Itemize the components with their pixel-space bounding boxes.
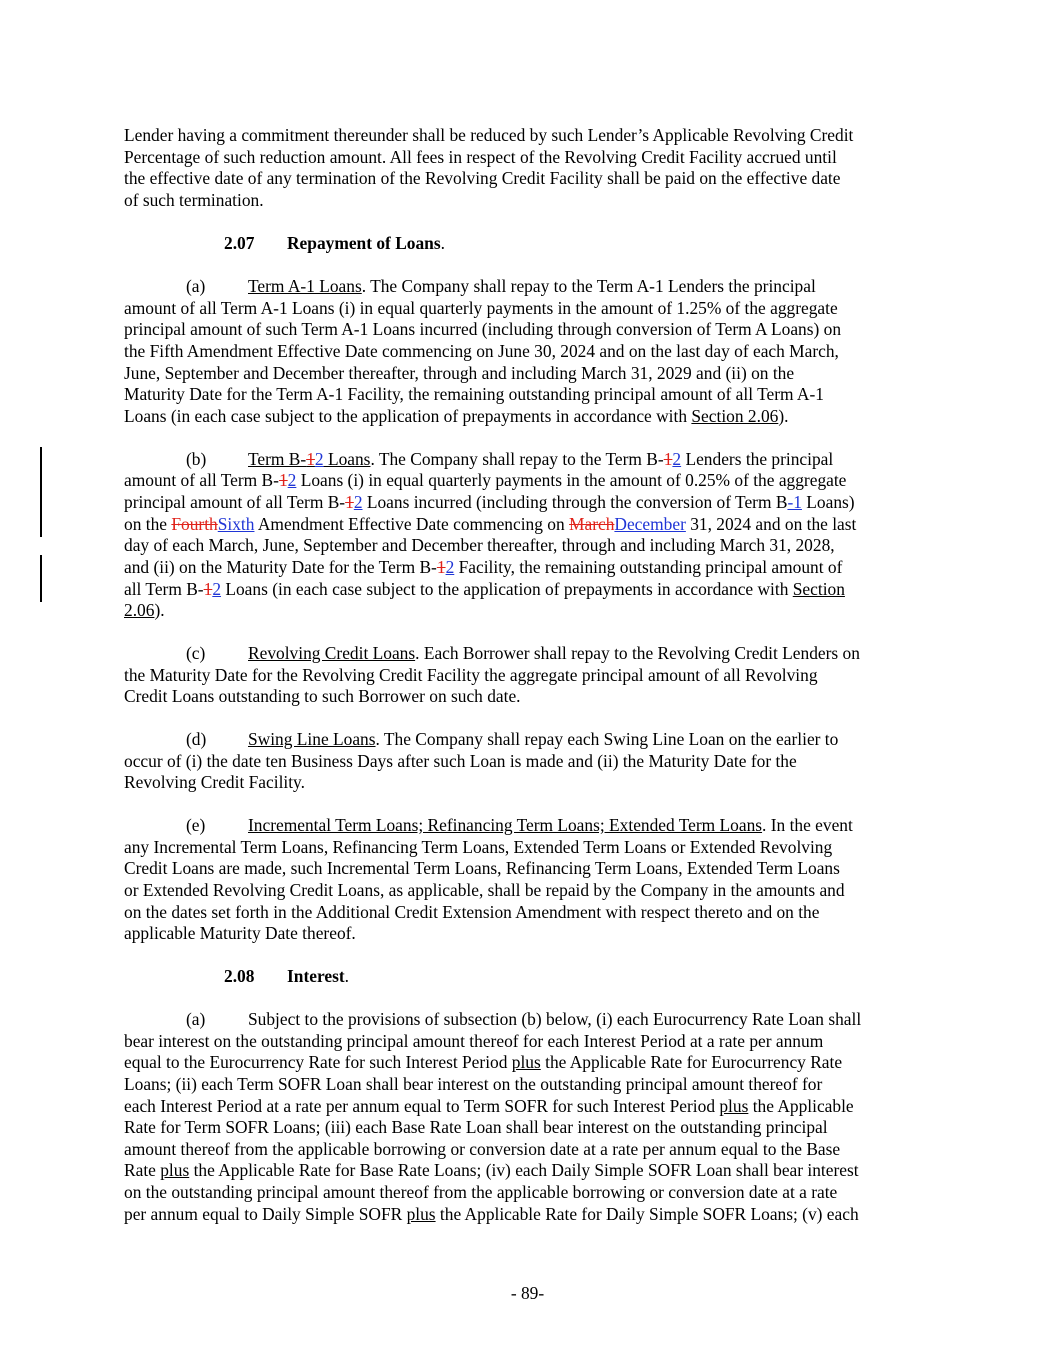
text-line: Subject to the provisions of subsection (b) below, (i) each Eurocurrency Rate Loan shall [248,1009,862,1029]
subsection-label: (e) [186,815,206,835]
subsection-label: (b) [186,449,207,469]
text-run: 31, 2024 and on the last [685,514,857,534]
section-title-period: . [440,233,445,253]
text-line: on the dates set forth in the Additional Credit Extension Amendment with respect thereto and on the [124,902,820,922]
text-line: applicable Maturity Date thereof. [124,923,356,943]
text-run: the Applicable Rate for Daily Simple SOFR Loans; (v) each [435,1204,859,1224]
text-line: Credit Loans outstanding to such Borrower on such date. [124,686,521,706]
inserted-text: -1 [787,492,802,512]
change-bar [40,555,42,602]
text-line: occur of (i) the date ten Business Days after such Loan is made and (ii) the Maturity Date for the [124,751,797,771]
text-line: Rate for Term SOFR Loans; (iii) each Base Rate Loan shall bear interest on the outstanding principal [124,1117,828,1137]
section-number: 2.07 [224,233,255,253]
text-run: principal amount of all Term B- [124,492,346,512]
text-run: Loans (in each case subject to the application of prepayments in accordance with [124,406,692,426]
subsection-caption: Term A-1 Loans [248,276,362,296]
caption-text: Term B- [248,449,307,469]
deleted-text: 1 [663,449,673,469]
inserted-text: 2 [287,470,297,490]
text-run: ). [154,600,165,620]
subsection-label: (c) [186,643,206,663]
change-bar [40,447,42,537]
subsection-first-line [248,815,853,837]
text-line [124,406,788,428]
emphasis-plus: plus [406,1204,436,1224]
text-line [124,1204,859,1226]
deleted-text: 1 [306,449,315,469]
text-line: bear interest on the outstanding principal amount thereof for each Interest Period at a rate per annum [124,1031,824,1051]
text-run: . The Company shall repay to the Term A-1 Lenders the principal [361,276,816,296]
text-line: Percentage of such reduction amount. All fees in respect of the Revolving Credit Facility accrued until [124,147,837,167]
text-line: Lender having a commitment thereunder shall be reduced by such Lender’s Applicable Revolving Credit [124,125,854,145]
text-run: the Applicable Rate for Base Rate Loans; (iv) each Daily Simple SOFR Loan shall bear interest [189,1160,859,1180]
text-line: the effective date of any termination of the Revolving Credit Facility shall be paid on the effective date [124,168,841,188]
section-title-period: . [344,966,349,986]
text-run: Loans (i) in equal quarterly payments in the amount of 0.25% of the aggregate [296,470,847,490]
deleted-text: March [569,514,615,534]
inserted-text: 2 [672,449,682,469]
text-line: June, September and December thereafter, through and including March 31, 2029 and (ii) on the [124,363,795,383]
text-line [124,514,856,536]
subsection-caption: Revolving Credit Loans [248,643,416,663]
text-line [124,557,842,579]
subsection-label: (a) [186,276,206,296]
text-line: of such termination. [124,190,264,210]
text-line: the Fifth Amendment Effective Date commencing on June 30, 2024 and on the last day of each March, [124,341,839,361]
text-run: Amendment Effective Date commencing on [254,514,570,534]
page-number: - 89- [510,1283,545,1303]
emphasis-plus: plus [719,1096,749,1116]
subsection-label: (d) [186,729,207,749]
text-line [124,470,846,492]
text-run: on the [124,514,172,534]
text-run: ). [778,406,789,426]
text-line [124,1096,854,1118]
subsection-first-line [248,643,860,665]
subsection-first-line [248,729,838,751]
inserted-text: 2 [314,449,324,469]
subsection-first-line [248,449,833,471]
text-run: Loans) [801,492,855,512]
section-reference-link[interactable]: Section [792,579,845,599]
inserted-text: 2 [353,492,363,512]
text-run: Rate [124,1160,161,1180]
text-run: Loans incurred (including through the conversion of Term B [362,492,788,512]
subsection-first-line [248,276,816,298]
text-line: Loans; (ii) each Term SOFR Loan shall bear interest on the outstanding principal amount thereof for [124,1074,823,1094]
caption-text: Loans [323,449,371,469]
emphasis-plus: plus [160,1160,190,1180]
inserted-text: Sixth [217,514,255,534]
section-number: 2.08 [224,966,255,986]
text-run: the Applicable [748,1096,854,1116]
text-run: all Term B- [124,579,204,599]
text-line [124,600,165,622]
subsection-label: (a) [186,1009,206,1029]
text-line: Revolving Credit Facility. [124,772,305,792]
text-run: . Each Borrower shall repay to the Revolving Credit Lenders on [415,643,860,663]
text-line: the Maturity Date for the Revolving Credit Facility the aggregate principal amount of all Revolving [124,665,818,685]
text-run: Lenders the principal [681,449,834,469]
section-reference-link[interactable]: 2.06 [124,600,155,620]
text-line: or Extended Revolving Credit Loans, as applicable, shall be repaid by the Company in the amounts and [124,880,845,900]
text-line: on the outstanding principal amount thereof from the applicable borrowing or conversion date at a rate [124,1182,838,1202]
text-run: . The Company shall repay to the Term B- [370,449,664,469]
text-run: per annum equal to Daily Simple SOFR [124,1204,407,1224]
text-run: each Interest Period at a rate per annum equal to Term SOFR for such Interest Period [124,1096,720,1116]
deleted-text: Fourth [171,514,218,534]
text-line: principal amount of such Term A-1 Loans incurred (including through conversion of Term A Loans) on [124,319,842,339]
text-line: amount thereof from the applicable borrowing or conversion date at a rate per annum equal to the Base [124,1139,841,1159]
text-line: Maturity Date for the Term A-1 Facility, the remaining outstanding principal amount of all Term A-1 [124,384,824,404]
emphasis-plus: plus [511,1052,541,1072]
text-line [124,579,845,601]
text-run: . In the event [762,815,853,835]
section-title-line [287,966,349,988]
deleted-text: 1 [203,579,213,599]
text-line [124,1160,859,1182]
text-line [124,492,855,514]
subsection-caption [248,449,370,469]
section-title: Interest [287,966,345,986]
section-title-line [287,233,445,255]
text-line: day of each March, June, September and December thereafter, through and including March 31, 2028, [124,535,835,555]
text-line: amount of all Term A-1 Loans (i) in equal quarterly payments in the amount of 1.25% of the aggregate [124,298,838,318]
inserted-text: 2 [445,557,455,577]
text-run: . The Company shall repay each Swing Line Loan on the earlier to [375,729,839,749]
text-run: equal to the Eurocurrency Rate for such Interest Period [124,1052,512,1072]
deleted-text: 1 [436,557,446,577]
subsection-caption: Swing Line Loans [248,729,376,749]
text-run: and (ii) on the Maturity Date for the Term B- [124,557,437,577]
inserted-text: December [614,514,686,534]
section-reference-link[interactable]: Section 2.06 [691,406,779,426]
text-run: amount of all Term B- [124,470,279,490]
subsection-caption: Incremental Term Loans; Refinancing Term Loans; Extended Term Loans [248,815,763,835]
text-run: Facility, the remaining outstanding principal amount of [454,557,843,577]
text-line: any Incremental Term Loans, Refinancing Term Loans, Extended Term Loans or Extended Revolving [124,837,833,857]
deleted-text: 1 [345,492,354,512]
inserted-text: 2 [212,579,222,599]
text-line: Credit Loans are made, such Incremental Term Loans, Refinancing Term Loans, Extended Term Loans [124,858,840,878]
text-run: the Applicable Rate for Eurocurrency Rate [540,1052,843,1072]
text-run: Loans (in each case subject to the application of prepayments in accordance with [221,579,793,599]
deleted-text: 1 [278,470,288,490]
section-title: Repayment of Loans [287,233,441,253]
text-line [124,1052,842,1074]
